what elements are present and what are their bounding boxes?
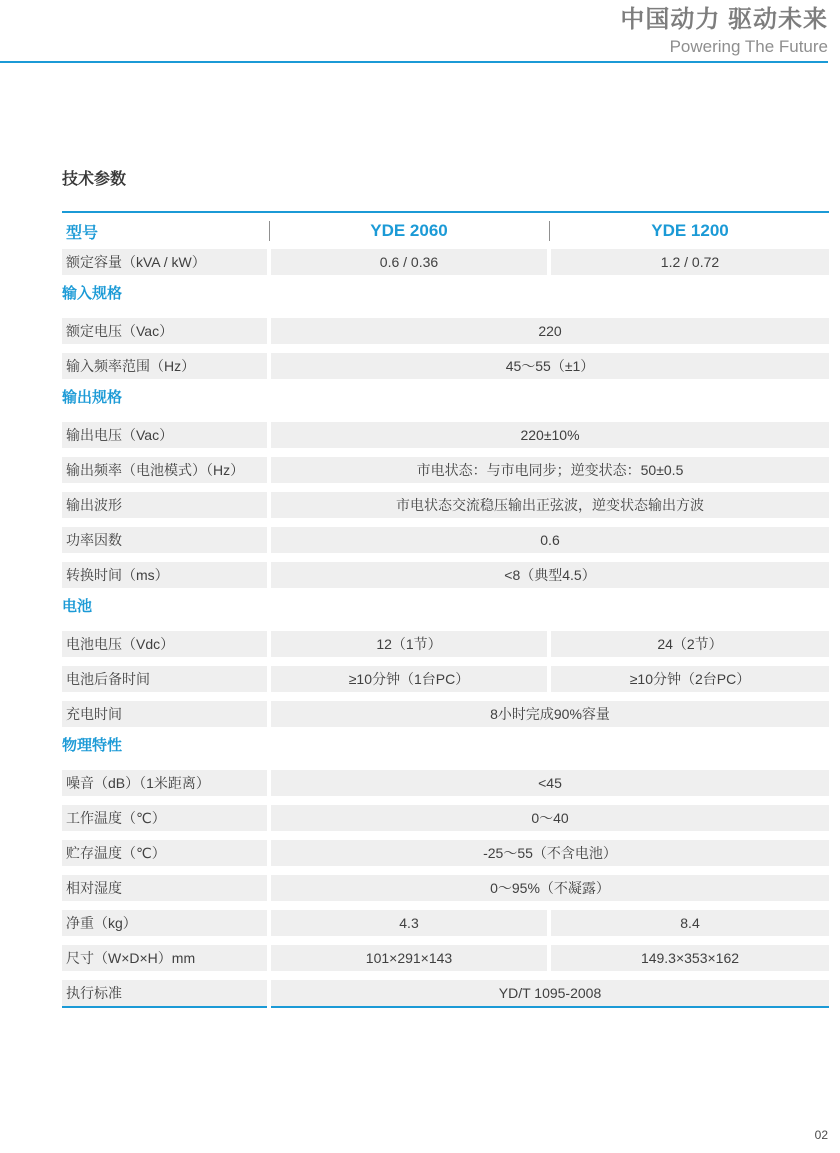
row-value-merged: 0.6 <box>271 527 829 553</box>
row-value-merged: 市电状态：与市电同步；逆变状态：50±0.5 <box>271 457 829 483</box>
row-value-merged: <45 <box>271 770 829 796</box>
column-header-yde1200: YDE 1200 <box>651 221 729 240</box>
table-header-row <box>62 213 829 249</box>
row-value-merged: 0～40 <box>271 805 829 831</box>
row-value: 0.6 / 0.36 <box>271 249 547 275</box>
row-label: 电池后备时间 <box>62 666 267 692</box>
row-value-merged: 8小时完成90%容量 <box>271 701 829 727</box>
row-value-merged: YD/T 1095-2008 <box>271 980 829 1008</box>
page-number: 02 <box>814 1128 828 1142</box>
spec-row <box>62 980 829 1008</box>
row-label: 功率因数 <box>62 527 267 553</box>
row-value: 101×291×143 <box>271 945 547 971</box>
column-header-yde2060: YDE 2060 <box>370 221 448 240</box>
row-value: 12（1节） <box>271 631 547 657</box>
spec-row <box>62 527 829 553</box>
spec-row <box>62 631 829 657</box>
spec-row <box>62 249 829 275</box>
spec-row <box>62 805 829 831</box>
spec-row <box>62 910 829 936</box>
row-value-merged: -25～55（不含电池） <box>271 840 829 866</box>
page-header <box>620 5 828 57</box>
row-value-merged: 0～95%（不凝露） <box>271 875 829 901</box>
row-value: 149.3×353×162 <box>551 945 829 971</box>
spec-row <box>62 770 829 796</box>
section-heading: 输出规格 <box>62 389 123 406</box>
spec-row <box>62 318 829 344</box>
brand-slogan-cn: 中国动力 驱动未来 <box>620 6 828 33</box>
row-label: 充电时间 <box>62 701 267 727</box>
row-label: 尺寸（W×D×H）mm <box>62 945 267 971</box>
row-value: 8.4 <box>551 910 829 936</box>
row-value: ≥10分钟（1台PC） <box>271 666 547 692</box>
row-label: 输入频率范围（Hz） <box>62 353 267 379</box>
spec-row <box>62 840 829 866</box>
row-value: 1.2 / 0.72 <box>551 249 829 275</box>
section-heading: 输入规格 <box>62 285 123 302</box>
spec-row <box>62 666 829 692</box>
row-label: 相对湿度 <box>62 875 267 901</box>
row-value-merged: 45～55（±1） <box>271 353 829 379</box>
row-label: 额定容量（kVA / kW） <box>62 249 267 275</box>
header-divider-line <box>0 61 828 63</box>
spec-row <box>62 701 829 727</box>
row-value-merged: 220 <box>271 318 829 344</box>
row-label: 净重（kg） <box>62 910 267 936</box>
row-label: 输出波形 <box>62 492 267 518</box>
section-heading: 电池 <box>62 598 93 615</box>
row-label: 转换时间（ms） <box>62 562 267 588</box>
page-title: 技术参数 <box>62 171 127 188</box>
row-label: 工作温度（℃） <box>62 805 267 831</box>
row-value-merged: <8（典型4.5） <box>271 562 829 588</box>
row-label: 执行标准 <box>62 980 267 1008</box>
row-label: 输出频率（电池模式）（Hz） <box>62 457 267 483</box>
row-value: 24（2节） <box>551 631 829 657</box>
brand-slogan-en: Powering The Future <box>669 37 828 56</box>
row-label: 贮存温度（℃） <box>62 840 267 866</box>
spec-sheet <box>62 170 829 1008</box>
column-header-model: 型号 <box>66 224 99 242</box>
row-label: 噪音（dB）（1米距离） <box>62 770 267 796</box>
spec-row <box>62 562 829 588</box>
spec-row <box>62 353 829 379</box>
row-label: 额定电压（Vac） <box>62 318 267 344</box>
row-value: 4.3 <box>271 910 547 936</box>
row-value-merged: 220±10% <box>271 422 829 448</box>
spec-row <box>62 457 829 483</box>
spec-row <box>62 875 829 901</box>
spec-row <box>62 422 829 448</box>
spec-row <box>62 945 829 971</box>
spec-row <box>62 492 829 518</box>
row-label: 电池电压（Vdc） <box>62 631 267 657</box>
table-body <box>62 249 829 1008</box>
row-label: 输出电压（Vac） <box>62 422 267 448</box>
section-heading: 物理特性 <box>62 737 123 754</box>
row-value: ≥10分钟（2台PC） <box>551 666 829 692</box>
row-value-merged: 市电状态交流稳压输出正弦波，逆变状态输出方波 <box>271 492 829 518</box>
